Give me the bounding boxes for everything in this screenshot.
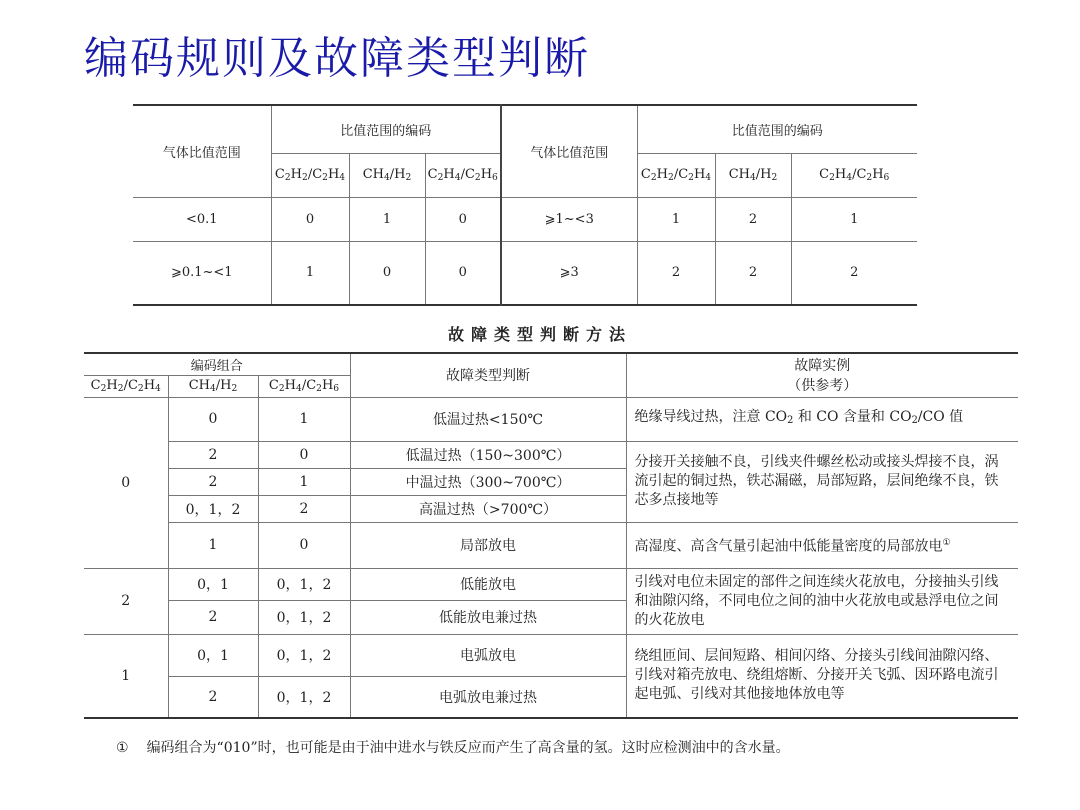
code-cell: 2 xyxy=(791,241,917,305)
combo-col-c2h4-c2h6: $C_2H_4/C_2H_6$ xyxy=(258,375,350,397)
group-code-1: 1 xyxy=(84,634,168,718)
fault-type-cell: 高温过热（>700℃） xyxy=(350,495,626,522)
code-cell: 1 xyxy=(258,397,350,441)
code-cell: 0 xyxy=(349,241,425,305)
ratio-c2h2-c2h4-right: $C_2H_2/C_2H_4$ xyxy=(637,153,715,197)
fault-table-title: 故障类型判断方法 xyxy=(447,325,632,344)
table-row xyxy=(84,441,1018,468)
table-row xyxy=(84,568,1018,600)
code-cell: 0 xyxy=(258,522,350,568)
code-cell: 0 xyxy=(258,441,350,468)
group-code-2: 2 xyxy=(84,568,168,634)
table-row xyxy=(84,634,1018,676)
example-header: 故障实例 （供参考） xyxy=(626,353,1018,397)
code-cell: 2 xyxy=(715,241,791,305)
fault-type-cell: 低能放电兼过热 xyxy=(350,600,626,634)
page-title: 编码规则及故障类型判断 xyxy=(84,33,590,84)
example-cell: 分接开关接触不良，引线夹件螺丝松动或接头焊接不良，涡流引起的铜过热，铁芯漏磁，局部短路，层间绝缘不良，铁芯多点接地等 xyxy=(626,441,1018,522)
footnote xyxy=(116,737,790,757)
code-cell: 2 xyxy=(715,197,791,241)
example-cell: 引线对电位未固定的部件之间连续火花放电，分接抽头引线和油隙闪络，不同电位之间的油中火花放电或悬浮电位之间的火花放电 xyxy=(626,568,1018,634)
fault-type-cell: 低温过热（150~300℃） xyxy=(350,441,626,468)
code-cell: 0 xyxy=(425,197,501,241)
right-range-header: 气体比值范围 xyxy=(501,105,637,197)
combo-col-c2h2-c2h4: $C_2H_2/C_2H_4$ xyxy=(84,375,168,397)
code-cell: 0，1，2 xyxy=(258,600,350,634)
combo-header: 编码组合 xyxy=(84,353,350,375)
code-cell: 2 xyxy=(168,676,258,718)
code-cell: 2 xyxy=(168,468,258,495)
fault-header: 故障类型判断 xyxy=(350,353,626,397)
range-cell: ⩾3 xyxy=(501,241,637,305)
combo-col-ch4-h2: $CH_4/H_2$ xyxy=(168,375,258,397)
code-cell: 2 xyxy=(258,495,350,522)
range-cell: <0.1 xyxy=(133,197,271,241)
table-row xyxy=(84,522,1018,568)
footnote-ref: ① xyxy=(942,537,951,548)
table-row xyxy=(133,241,917,305)
example-cell: 绝缘导线过热，注意 CO2 和 CO 含量和 CO2/CO 值 xyxy=(626,397,1018,441)
ratio-ch4-h2-right: $CH_4/H_2$ xyxy=(715,153,791,197)
footnote-mark: ① xyxy=(116,740,129,756)
table-row xyxy=(84,397,1018,441)
code-cell: 2 xyxy=(168,600,258,634)
fault-type-cell: 低温过热<150℃ xyxy=(350,397,626,441)
range-cell: ⩾0.1~<1 xyxy=(133,241,271,305)
code-cell: 0 xyxy=(271,197,349,241)
code-cell: 0 xyxy=(425,241,501,305)
code-cell: 0，1，2 xyxy=(258,568,350,600)
ratio-c2h4-c2h6-right: $C_2H_4/C_2H_6$ xyxy=(791,153,917,197)
fault-type-cell: 电弧放电兼过热 xyxy=(350,676,626,718)
code-cell: 0，1，2 xyxy=(168,495,258,522)
fault-type-cell: 中温过热（300~700℃） xyxy=(350,468,626,495)
footnote-text: 编码组合为“010”时，也可能是由于油中进水与铁反应而产生了高含量的氢。这时应检测油中的含水量。 xyxy=(146,740,790,756)
code-cell: 0 xyxy=(168,397,258,441)
code-cell: 1 xyxy=(791,197,917,241)
fault-type-cell: 电弧放电 xyxy=(350,634,626,676)
ratio-coding-table xyxy=(133,104,917,306)
example-cell: 绕组匝间、层间短路、相间闪络、分接头引线间油隙闪络、引线对箱壳放电、绕组熔断、分接开关飞弧、因环路电流引起电弧、引线对其他接地体放电等 xyxy=(626,634,1018,718)
left-code-header: 比值范围的编码 xyxy=(271,105,501,153)
right-code-header: 比值范围的编码 xyxy=(637,105,917,153)
left-range-header: 气体比值范围 xyxy=(133,105,271,197)
range-cell: ⩾1~<3 xyxy=(501,197,637,241)
ratio-ch4-h2: $CH_4/H_2$ xyxy=(349,153,425,197)
code-cell: 0，1，2 xyxy=(258,676,350,718)
code-cell: 0，1 xyxy=(168,568,258,600)
code-cell: 1 xyxy=(637,197,715,241)
code-cell: 2 xyxy=(168,441,258,468)
code-cell: 1 xyxy=(271,241,349,305)
code-cell: 1 xyxy=(349,197,425,241)
code-cell: 1 xyxy=(168,522,258,568)
example-cell: 高湿度、高含气量引起油中低能量密度的局部放电① xyxy=(626,522,1018,568)
fault-type-cell: 低能放电 xyxy=(350,568,626,600)
code-cell: 1 xyxy=(258,468,350,495)
fault-type-table xyxy=(84,352,1018,719)
fault-type-cell: 局部放电 xyxy=(350,522,626,568)
ratio-c2h4-c2h6: $C_2H_4/C_2H_6$ xyxy=(425,153,501,197)
ratio-c2h2-c2h4: $C_2H_2/C_2H_4$ xyxy=(271,153,349,197)
group-code-0: 0 xyxy=(84,397,168,568)
table-row xyxy=(133,197,917,241)
code-cell: 0，1 xyxy=(168,634,258,676)
code-cell: 0，1，2 xyxy=(258,634,350,676)
code-cell: 2 xyxy=(637,241,715,305)
